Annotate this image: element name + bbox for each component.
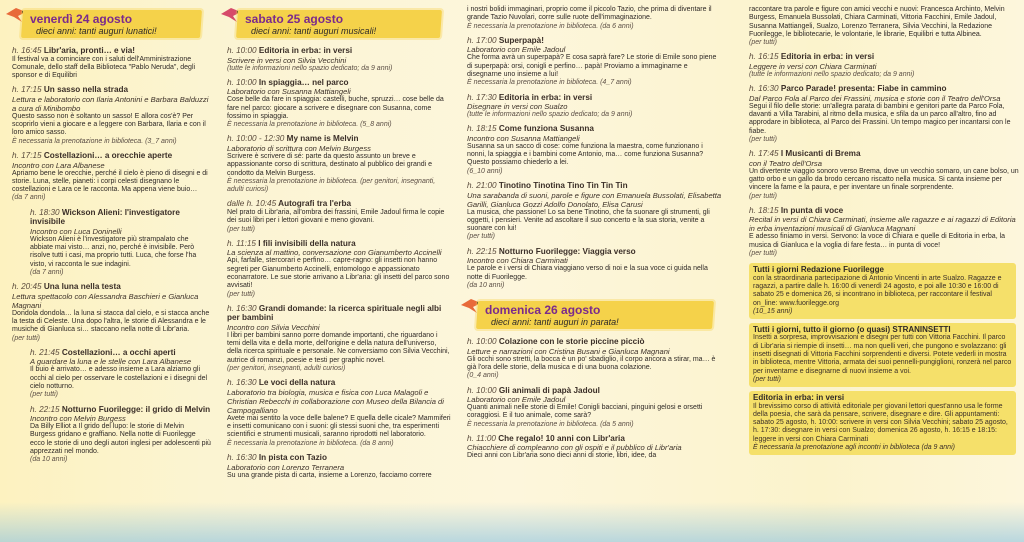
column-saturday-sunday [455, 0, 727, 542]
event-time: h. 16:30 [227, 303, 257, 313]
event [30, 405, 211, 465]
box-note: (10_15 anni) [753, 307, 793, 315]
event-title: Wickson Alieni: l'investigatore invisibile [30, 207, 180, 227]
event-sub: Dal Parco Fola al Parco dei Frassini, musica e storie con il Teatro dell'Orsa [749, 93, 1001, 103]
event [12, 46, 211, 80]
event-sub: Una sarabanda di suoni, parole e figure con Emanuela Bussolati, Elisabetta Garilli, Gianluca Gozzi Adolfo Donolato, Elisa Carusi [467, 190, 722, 209]
info-box-fuorilegge [749, 263, 1016, 319]
box-head: Tutti i giorni, tutto il giorno (o quasi) STRANINSETTI [753, 325, 951, 335]
event-title: Costellazioni… a occhi aperti [61, 347, 176, 357]
event-title: Notturno Fuorilegge: il grido di Melvin [61, 404, 211, 414]
event-desc: Questo sasso non è soltanto un sasso! E allora cos'è? Per scoprirlo vieni a giocare e a leggere con Barbara, Ilaria e con il loro amico sasso. [12, 112, 206, 137]
event-time: h. 11:15 [227, 238, 256, 248]
event-desc: Quanti animali nelle storie di Emile! Conigli bacciani, pinguini gelosi e orsetti coraggiosi. E il tuo animale, come sarà? [467, 404, 703, 420]
event-sub: Scrivere in versi con Silvia Vecchini [227, 55, 347, 65]
event-note: È necessaria la prenotazione in biblioteca. (3_7 anni) [12, 137, 177, 145]
event-note: (per tutti) [12, 334, 41, 342]
event [12, 282, 211, 343]
event-note: (tutte le informazioni nello spazio dedicato; da 9 anni) [749, 70, 915, 78]
event-time: h. 17:15 [12, 151, 42, 161]
event-sub: Incontro con Lara Albanese [12, 160, 105, 170]
event-sub: Incontro con Luca Doninelli [30, 226, 122, 236]
event [467, 434, 723, 461]
day-header-saturday [219, 4, 451, 40]
day-subtitle: dieci anni: tanti auguri musicali! [251, 26, 377, 36]
event-time: h. 16:30 [227, 378, 257, 388]
event-note: (per tutti) [467, 233, 496, 241]
event-note: (tutte le informazioni nello spazio dedicato; da 9 anni) [227, 64, 393, 72]
event-desc: Wickson Alieni è l'investigatore più strampalato che abbiate mai visto… anzi, no, perché è invisibile. Però risolve tutti i casi, ma proprio tutti. Luca, che forse l'ha visto, vi racconta le sue indagini. [30, 235, 197, 268]
event-desc: Gli occhi sono stretti, la bocca è un po' sbadiglio, il corpo ancora a stirar, ma… è già l'ora delle storie, della musica e di una buona colazione. [467, 355, 716, 371]
event-note: (da 7 anni) [30, 268, 64, 276]
event-note: (per tutti) [227, 290, 256, 298]
event-time: h. 22:15 [467, 246, 497, 256]
info-box-editoria [749, 391, 1016, 455]
event-note: (da 10 anni) [467, 281, 505, 289]
day-title: domenica 26 agosto [485, 303, 601, 318]
event [749, 52, 1020, 79]
box-head: Tutti i giorni Redazione Fuorilegge [753, 265, 884, 275]
event-title: Editoria in erba: in versi [780, 52, 875, 62]
box-text: Il brevissimo corso di attività editoriale per giovani lettori quest'anno usa le forme della poesia, che sarà da pensare, scrivere, disegnare e dire. Gli appuntamenti: sabato 25 agosto, h. 10:00: scrivere in versi con Silvia Vecchini; sabato 25 agosto, h. 17:30: disegnare in versi con Sualzo; domenica 26 agosto, h. 16:15 e 18:15: leggere in versi con Chiara Carminati [753, 402, 1008, 443]
event-title: In punta di voce [780, 205, 844, 215]
event-time: h. 16:45 [12, 46, 42, 55]
day-subtitle: dieci anni: tanti auguri in parata! [491, 317, 619, 328]
event-title: Superpapà! [498, 35, 544, 45]
event-sub: Incontro con Chiara Carminati [467, 256, 568, 266]
event-sub: Recital in versi di Chiara Carminati, insieme alle ragazze e ai ragazzi di Editoria in erba inventazioni musicali di Gianluca Magnani [749, 215, 1016, 234]
event-time: h. 10:00 - 12:30 [227, 134, 285, 144]
column-sunday [727, 0, 1024, 542]
event [227, 453, 451, 480]
decorative-wave [0, 502, 1024, 542]
event-title: Costellazioni… a orecchie aperte [43, 151, 173, 161]
event-time: h. 10:00 [227, 46, 257, 55]
event [227, 378, 451, 448]
event-time: h. 10:00 [227, 77, 257, 87]
event-desc: Le parole e i versi di Chiara viaggiano verso di noi e la sua voce ci guida nella notte di Fuorilegge. [467, 265, 708, 281]
event-title: Grandi domande: la ricerca spirituale negli albi per bambini [227, 303, 442, 323]
event-note: (per tutti) [749, 192, 778, 200]
event-time: h. 17:45 [749, 149, 779, 159]
event-time: h. 16:30 [749, 84, 779, 94]
event-title: Editoria in erba: in versi [498, 92, 593, 102]
event-desc: Il buio è arrivato… e adesso insieme a Lara alziamo gli occhi al cielo per osservare le costellazioni e i disegni del cielo notturno. [30, 366, 208, 391]
event-note: È necessaria la prenotazione in biblioteca. (da 8 anni) [227, 439, 394, 447]
event-time: dalle h. 10:45 [227, 199, 277, 209]
event-sub: Lettura spettacolo con Alessandra Baschieri e Gianluca Magnani [12, 291, 199, 310]
event-time: h. 22:15 [30, 404, 60, 414]
event [12, 85, 211, 146]
day-title: venerdì 24 agosto [30, 12, 133, 26]
event-note: (tutte le informazioni nello spazio dedicato; da 9 anni) [467, 111, 633, 119]
event [227, 199, 451, 233]
event-note: (da 7 anni) [12, 194, 46, 202]
event-desc: Segui il filo delle storie: un'allegra parata di bambini e genitori parte da Parco Fola, davanti a Villa Tarabini, al ritmo della musica, e sfila da un parco all'altro, fino ad approdare in biblioteca, al Parco dei Frassini. Un tempo magico per incantarsi con le fiabe. [749, 102, 1011, 135]
event [467, 181, 723, 242]
event-note: (per tutti) [227, 225, 256, 233]
event-sub: Laboratorio tra biologia, musica e fisica con Luca Malagoli e Christian Rebecchi in collaborazione con Museo della Bilancia di Campogalliano [227, 387, 444, 415]
event-note: È necessaria la prenotazione in biblioteca. (5_8 anni) [227, 121, 392, 129]
event-time: h. 20:45 [12, 282, 42, 292]
event-desc: Dieci anni con Libr'aria sono dieci anni di storie, libri, idee, da [467, 452, 657, 460]
column-saturday [215, 0, 455, 542]
event-desc: Avete mai sentito la voce delle balene? E quella delle cicale? Mammiferi e insetti comunicano con i suoni: gli stessi suoni che, tra esperimenti scientifici e strumenti musicali, saranno riprodotti nel laboratorio. [227, 414, 451, 439]
event [467, 247, 723, 290]
event [467, 36, 723, 88]
event-title: Gli animali di papà Jadoul [498, 385, 600, 395]
event-note: (0_4 anni) [467, 372, 499, 380]
event-title: Che regalo! 10 anni con Libr'aria [498, 433, 625, 443]
event-title: I Musicanti di Brema [780, 149, 861, 159]
event-sub: A guardare la luna e le stelle con Lara Albanese [30, 357, 192, 367]
event [749, 84, 1020, 144]
box-text: con la straordinaria partecipazione di Antonio Vincenti in arte Sualzo. Ragazze e ragazzi, a partire dalle h. 16:00 di venerdì 24 agosto, e poi alle 10:30 e 16:00 di sabato 25 e domenica 26, si incontrano in biblioteca, per raccontare il festival on_line: www.fuorilegge.org [753, 274, 1002, 307]
event-title: Editoria in erba: in versi [258, 46, 353, 55]
event-note: (per tutti) [749, 135, 778, 143]
event-note: È necessaria la prenotazione in biblioteca. (per genitori, insegnanti, adulti curiosi) [227, 177, 436, 194]
event-title: Un sasso nella strada [43, 85, 129, 95]
event-time: h. 17:15 [12, 85, 42, 95]
event-note: È necessaria la prenotazione in biblioteca. (da 6 anni) [467, 22, 634, 30]
event-desc: Api, farfalle, stercorari e perfino… capre-ragno: gli insetti non hanno segreti per Gianumberto Accinelli, entomologo e appassionato econarratore. Le sue storie arrivano a Libr'aria: gli insetti del parco sono avvisati! [227, 257, 450, 290]
event-desc: Che forma avrà un superpapà? E cosa saprà fare? Le storie di Emile sono piene di superpapà: orsi, conigli e perfino… papà! Proviamo a immaginarne e disegnarne uno insieme a lui! [467, 54, 717, 78]
box-head: Editoria in erba: in versi [753, 393, 845, 403]
event-title: My name is Melvin [286, 134, 359, 144]
box-note: (per tutti) [753, 375, 782, 383]
event-sub: Incontro con Melvin Burgess [30, 414, 126, 424]
event-sub: La scienza al mattino, conversazione con Gianumberto Accinelli [227, 248, 442, 258]
event-time: h. 11:00 [467, 433, 496, 443]
event [12, 151, 211, 203]
event-sub: Laboratorio con Emile Jadoul [467, 395, 566, 405]
event [227, 134, 451, 194]
event-desc: i nostri bolidi immaginari, proprio come il piccolo Tazio, che prima di diventare il grande Tazio Nuvolari, corre sulle ruote dell'immaginazione. [467, 6, 712, 22]
event-desc: raccontare tra parole e figure con amici vecchi e nuovi: Francesca Archinto, Melvin Burgess, Emanuela Bussolati, Chiara Carminati, Vittoria Facchini, Emile Jadoul, Susanna Mattiangeli, Sualzo, Lorenzo Terranera, Silvia Vecchini, la Redazione Fuorilegge, le bibliotecarie, le volontarie, le librarie, Equilibri e tutta Albinea. [749, 6, 1005, 38]
event-title: In spiaggia… nel parco [258, 77, 349, 87]
event-desc: Apriamo bene le orecchie, perché il cielo è pieno di disegni e di storie. Luna, stelle, pianeti: i corpi celesti disegnano le costellazioni e Lara ce le racconta. Ma appena viene buio… [12, 169, 208, 194]
event-continued [467, 6, 723, 31]
info-box-straninsetti [749, 323, 1016, 387]
event [227, 304, 451, 373]
event-sub: Laboratorio con Lorenzo Terranera [227, 462, 345, 472]
event-note: (per tutti) [749, 250, 778, 258]
event-sub: Laboratorio con Emile Jadoul [467, 45, 566, 55]
event-desc: Scrivere è scrivere di sé: parte da questo assunto un breve e appassionante corso di scrittura, destinato al pubblico dei grandi e condotto da Melvin Burgess. [227, 152, 433, 177]
event [749, 149, 1020, 201]
event-sub: Laboratorio di scrittura con Melvin Burgess [227, 143, 371, 153]
event-sub: Lettura e laboratorio con Ilaria Antonini e Barbara Balduzzi a cura di Minibombo [12, 94, 209, 113]
event-note: (6_10 anni) [467, 167, 503, 175]
event-title: Le voci della natura [258, 378, 336, 388]
day-header-sunday [459, 295, 723, 331]
event-continued [749, 6, 1020, 47]
event-desc: Nel prato di Libr'aria, all'ombra dei frassini, Emile Jadoul firma le copie dei suoi libri per i lettori giovani e meno giovani. [227, 208, 445, 225]
event [749, 206, 1020, 258]
event-time: h. 16:30 [227, 453, 257, 463]
event-desc: Il festival va a cominciare con i saluti dell'Amministrazione Comunale, dello staff della Biblioteca "Pablo Neruda", degli sponsor e di Equilibri [12, 55, 196, 80]
event-title: Notturno Fuorilegge: Viaggia verso [498, 246, 636, 256]
event-desc: Su una grande pista di carta, insieme a Lorenzo, facciamo correre [227, 471, 432, 479]
event-sub: Chiacchiere di compleanno con gli ospiti e il pubblico di Libr'aria [467, 443, 682, 453]
event-desc: Un divertente viaggio sonoro verso Brema, dove un vecchio somaro, un cane bolso, un gatto orbo e un gallo da brodo cercano riscatto nella musica. Si canta insieme per vincere la fame e la paura, e per inventare un finale sorprendente. [749, 167, 1019, 192]
event-time: h. 21:00 [467, 181, 497, 191]
event-note: (da 10 anni) [30, 456, 68, 464]
event-title: In pista con Tazio [258, 453, 327, 463]
event [30, 348, 211, 400]
event [467, 124, 723, 176]
event [467, 337, 723, 380]
box-note: È necessaria la prenotazione agli incontri in biblioteca (da 9 anni) [753, 443, 955, 451]
event-time: h. 10:00 [467, 385, 497, 395]
event [467, 93, 723, 120]
event-desc: La musica, che passione! Lo sa bene Tinotino, che fa suonare gli strumenti, gli oggetti, i pensieri. Venite ad ascoltare il suo concerto e la sua storia, venite a suonare con lui! [467, 208, 710, 233]
event-desc: I libri per bambini sanno porre domande importanti, che riguardano i temi della vita e della morte, dell'origine e della natura dell'universo, della ricerca spirituale e personale. Ne conversiamo con Silvia Vecchini, autrice di romanzi, poesie e testi per graphic novel. [227, 331, 450, 364]
event-title: Autografi tra l'erba [278, 199, 352, 209]
event-title: Come funziona Susanna [498, 124, 594, 134]
event-title: Colazione con le storie piccine picciò [498, 337, 645, 347]
day-subtitle: dieci anni: tanti auguri lunatici! [36, 26, 157, 36]
event-title: Tinotino Tinotina Tino Tin Tin Tin [498, 181, 628, 191]
event-time: h. 18:15 [749, 205, 779, 215]
event-desc: E adesso finiamo in versi. Servono: la voce di Chiara e quelle di Editoria in erba, la musica di Gianluca e la voglia di fare festa… in punta di voce! [749, 233, 1006, 249]
event-sub: Incontro con Susanna Mattiangeli [467, 133, 580, 143]
event-title: Libr'aria, pronti… e via! [43, 46, 135, 55]
event-sub: Letture e narrazioni con Cristina Busani e Gianluca Magnani [467, 346, 670, 356]
event-title: Parco Parade! presenta: Fiabe in cammino [780, 84, 947, 94]
event-time: h. 18:15 [467, 124, 497, 134]
event-time: h. 16:15 [749, 52, 779, 62]
event [227, 239, 451, 299]
event-time: h. 21:45 [30, 347, 60, 357]
event-sub: Laboratorio con Susanna Mattiangeli [227, 87, 351, 97]
event-time: h. 17:00 [467, 35, 497, 45]
event-note: (per tutti) [749, 39, 778, 47]
event-desc: Da Billy Elliot a Il grido del lupo: le storie di Melvin Burgess gridano e graffiano. Nella notte di Fuorilegge ecco le storie di uno degli autori inglesi per adolescenti più apprezzati nel mondo. [30, 423, 211, 456]
event-note: (per genitori, insegnanti, adulti curiosi) [227, 365, 346, 373]
event [227, 46, 451, 73]
event [227, 78, 451, 130]
day-header-friday [4, 4, 211, 40]
event-title: I fili invisibili della natura [258, 238, 356, 248]
event-sub: Disegnare in versi con Sualzo [467, 102, 568, 112]
event-sub: Leggere in versi con Chiara Carminati [749, 61, 877, 71]
event-sub: Incontro con Silvia Vecchini [227, 322, 320, 332]
event [30, 208, 211, 277]
event-desc: Dondola dondola… la luna si stacca dal cielo, e si stacca anche la testa di Celeste. Una dopo l'altra, le storie di Alessandra e le musiche di Gianluca si… staccano nella notte di Libr'aria. [12, 309, 210, 334]
box-text: Insetti a sorpresa, improvvisazioni e disegni per tutti con Vittoria Facchini. Il parco di Libr'aria si riempie di insetti… ma non quelli veri, che pungono e svolazzano: gli insetti disegnati di Vittoria Facchini sorprendenti e diversi. Potete vederli in mostra in biblioteca, mentre Vittoria, armata dei suoi pennelli-pungiglioni, ronzerà nel parco per inventarne e disegnarne di nuovi insieme a voi. [753, 334, 1012, 375]
column-friday [0, 0, 215, 542]
event-title: Una luna nella testa [43, 282, 121, 292]
event-desc: Cose belle da fare in spiaggia: castelli, buche, spruzzi… cose belle da fare nel parco: giocare a scrivere e disegnare con Susanna, come fossimo in spiaggia. [227, 96, 444, 120]
event-sub: con il Teatro dell'Orsa [749, 158, 822, 168]
event-time: h. 17:30 [467, 92, 497, 102]
event-note: È necessaria la prenotazione in biblioteca. (4_7 anni) [467, 79, 632, 87]
event-desc: Susanna sa un sacco di cose: come funziona la maestra, come funzionano i nonni, la spiaggia e i bambini come Antonio, ma… come funziona Susanna? Questo possiamo chiederlo a lei. [467, 142, 704, 167]
event-time: h. 18:30 [30, 207, 60, 217]
event-note: (per tutti) [30, 391, 59, 399]
day-title: sabato 25 agosto [245, 12, 344, 26]
event-note: È necessaria la prenotazione in biblioteca. (da 5 anni) [467, 420, 634, 428]
event [467, 386, 723, 429]
event-time: h. 10:00 [467, 337, 497, 347]
